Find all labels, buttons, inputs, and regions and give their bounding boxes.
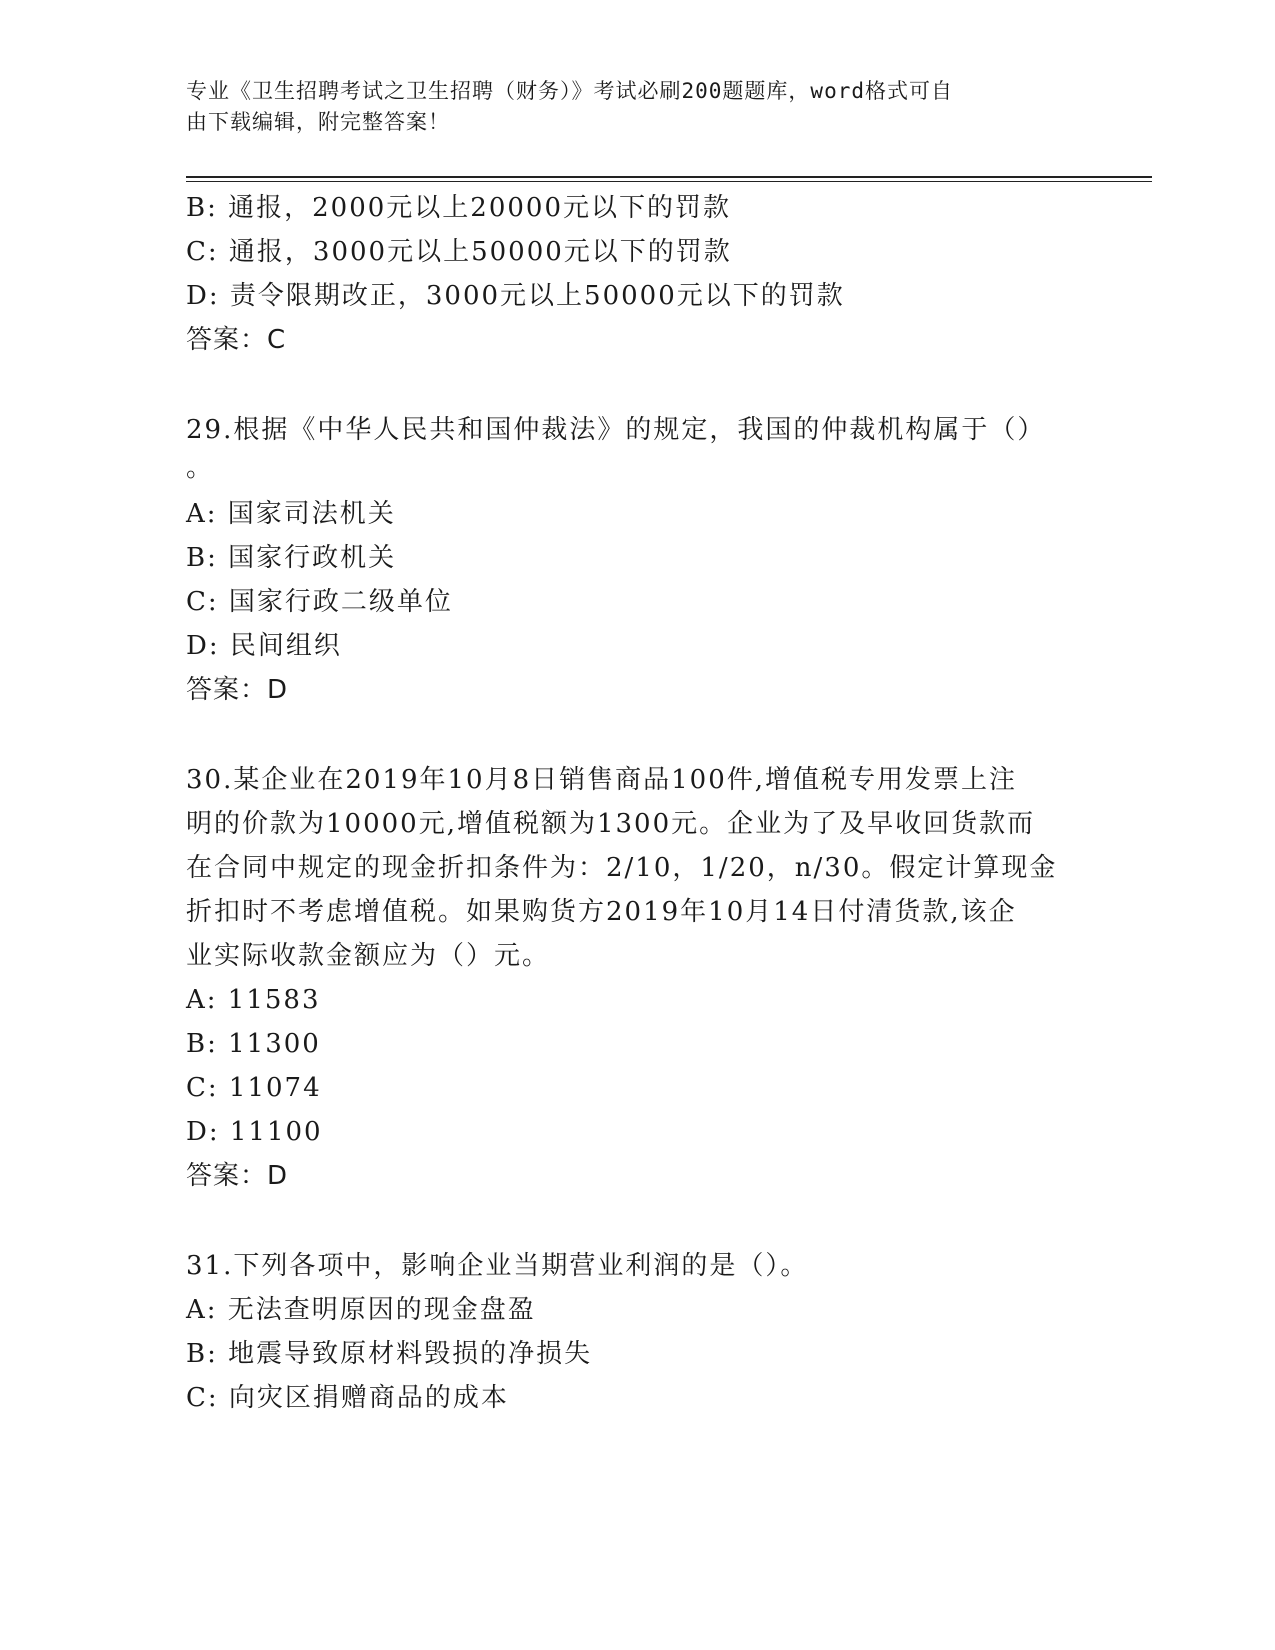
q28-option-b: B: 通报，2000元以上20000元以下的罚款 [186,193,732,223]
header-divider-thin [186,181,1152,182]
q29-option-b: B: 国家行政机关 [186,543,397,573]
q29-option-a: A: 国家司法机关 [186,499,396,529]
q31-option-b: B: 地震导致原材料毁损的净损失 [186,1339,593,1369]
q31-option-c: C: 向灾区捐赠商品的成本 [186,1383,509,1413]
q31-stem-line1: 31.下列各项中，影响企业当期营业利润的是（）。 [186,1251,809,1281]
q29-answer: 答案：D [186,675,289,705]
q31-option-a: A: 无法查明原因的现金盘盈 [186,1295,536,1325]
q29-stem-line2: 。 [186,453,215,483]
q29-stem-line1: 29.根据《中华人民共和国仲裁法》的规定，我国的仲裁机构属于（） [186,415,1046,445]
q30-stem-line2: 明的价款为10000元,增值税额为1300元。企业为了及早收回货款而 [186,809,1036,839]
q30-option-c: C: 11074 [186,1073,322,1103]
q29-option-c: C: 国家行政二级单位 [186,587,453,617]
q28-option-c: C: 通报，3000元以上50000元以下的罚款 [186,237,732,267]
header-intro-line2: 由下载编辑，附完整答案！ [186,110,450,134]
header-divider-thick [186,176,1152,178]
q30-option-a: A: 11583 [186,985,321,1015]
q30-answer: 答案：D [186,1161,289,1191]
q30-stem-line1: 30.某企业在2019年10月8日销售商品100件,增值税专用发票上注 [186,765,1018,795]
q30-stem-line3: 在合同中规定的现金折扣条件为：2/10，1/20，n/30。假定计算现金 [186,853,1058,883]
header-intro-line1: 专业《卫生招聘考试之卫生招聘（财务）》考试必刷200题题库，word格式可自 [186,79,953,103]
q30-option-d: D: 11100 [186,1117,323,1147]
document-header [186,76,1066,138]
q30-stem-line5: 业实际收款金额应为（）元。 [186,941,551,971]
q28-option-d: D: 责令限期改正，3000元以上50000元以下的罚款 [186,281,845,311]
q28-answer: 答案：C [186,325,287,355]
q29-option-d: D: 民间组织 [186,631,342,661]
q30-option-b: B: 11300 [186,1029,321,1059]
q30-stem-line4: 折扣时不考虑增值税。如果购货方2019年10月14日付清货款,该企 [186,897,1017,927]
